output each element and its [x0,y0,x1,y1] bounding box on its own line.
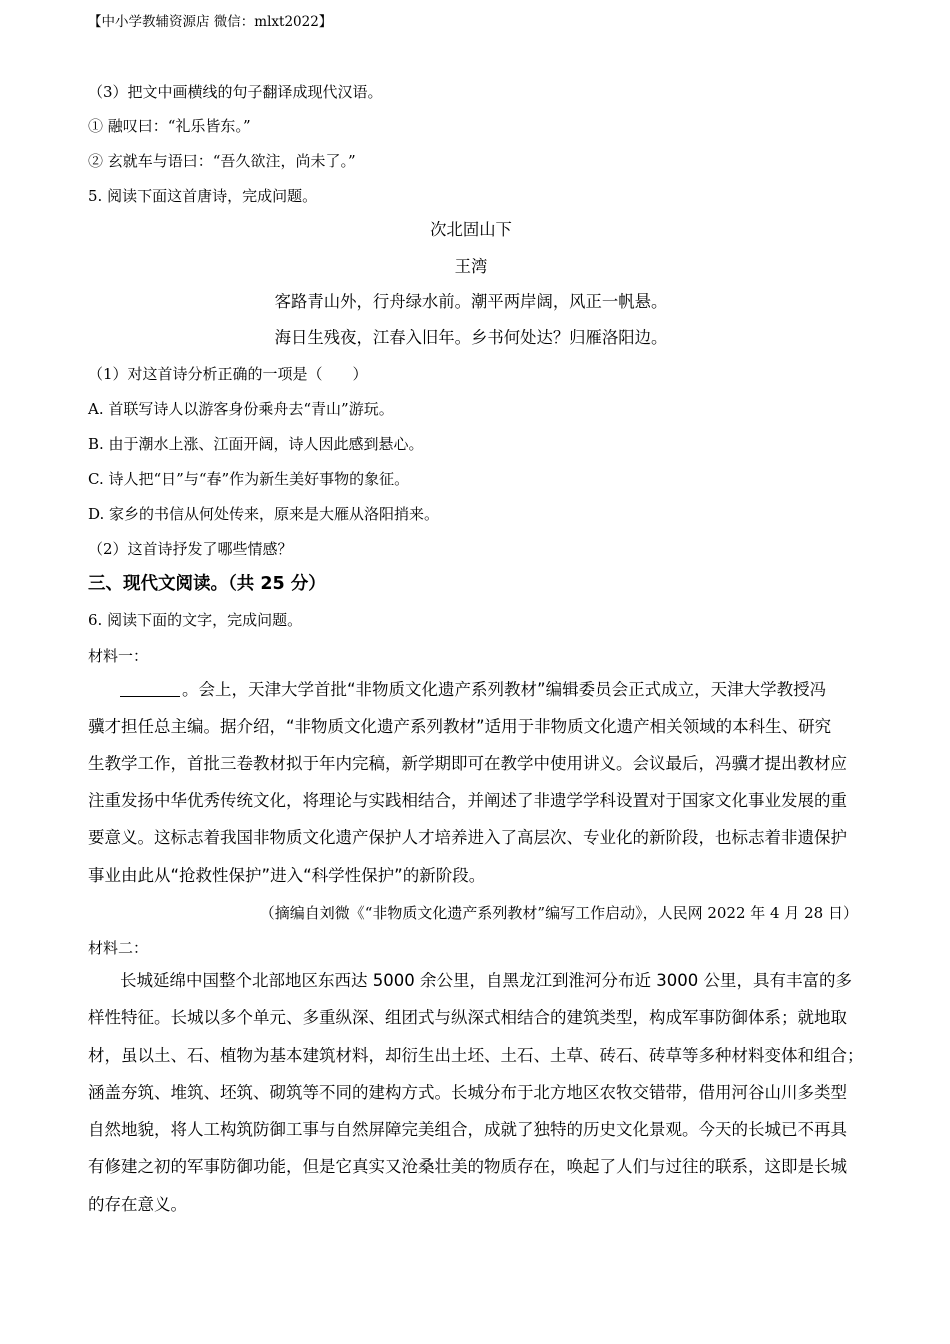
material-2-line-1: 长城延绵中国整个北部地区东西达 5000 余公里，自黑龙江到淮河分布近 3000 公里，具有丰富的多 [120,971,852,990]
material-1-source: （摘编自刘微《“非物质文化遗产系列教材”编写工作启动》，人民网 2022 年 4 月 28 日） [259,904,858,922]
poem-title: 次北固山下 [430,220,512,239]
q4-sentence-2: ② 玄就车与语曰：“吾久欲注，尚未了。” [88,152,356,170]
material-2-line-4: 涵盖夯筑、堆筑、坯筑、砌筑等不同的建构方式。长城分布于北方地区农牧交错带，借用河谷山川多类型 [88,1083,847,1102]
material-1-line-6: 事业由此从“抢救性保护”进入“科学性保护”的新阶段。 [88,866,486,885]
material-1-line-5: 要意义。这标志着我国非物质文化遗产保护人才培养进入了高层次、专业化的新阶段，也标志着非遗保护 [88,828,847,847]
material-2-line-3: 材，虽以土、石、植物为基本建筑材料，却衍生出土坯、土石、土草、砖石、砖草等多种材料变体和组合； [88,1046,864,1065]
poem-line-1: 客路青山外，行舟绿水前。潮平两岸阔，风正一帆悬。 [274,292,668,311]
q5-option-c: C. 诗人把“日”与“春”作为新生美好事物的象征。 [88,470,410,488]
q4-part3-prompt: （3）把文中画横线的句子翻译成现代汉语。 [88,83,383,101]
q6-stem: 6. 阅读下面的文字，完成问题。 [88,611,303,629]
material-2-label: 材料二： [88,939,149,957]
q5-option-d: D. 家乡的书信从何处传来，原来是大雁从洛阳捎来。 [88,505,440,523]
page-header: 【中小学教辅资源店 微信：mlxt2022】 [88,14,333,30]
material-1-line-2: 骥才担任总主编。据介绍，“非物质文化遗产系列教材”适用于非物质文化遗产相关领域的本科生、研究 [88,717,832,736]
material-1-line-1-text: 。会上，天津大学首批“非物质文化遗产系列教材”编辑委员会正式成立，天津大学教授冯 [182,680,827,699]
material-1-line-1 [120,680,826,700]
material-1-line-4: 注重发扬中华优秀传统文化，将理论与实践相结合，并阐述了非遗学学科设置对于国家文化事业发展的重 [88,791,847,810]
q5-part1-prompt: （1）对这首诗分析正确的一项是（ ） [88,365,368,383]
q5-option-a: A. 首联写诗人以游客身份乘舟去“青山”游玩。 [88,400,394,418]
material-2-line-6: 有修建之初的军事防御功能，但是它真实又沧桑壮美的物质存在，唤起了人们与过往的联系，这即是长城 [88,1157,847,1176]
material-2-line-5: 自然地貌，将人工构筑防御工事与自然屏障完美组合，成就了独特的历史文化景观。今天的长城已不再具 [88,1120,847,1139]
poem-author: 王湾 [454,257,488,276]
poem-line-2: 海日生残夜，江春入旧年。乡书何处达？归雁洛阳边。 [274,328,668,347]
material-2-line-2: 样性特征。长城以多个单元、多重纵深、组团式与纵深式相结合的建筑类型，构成军事防御体系；就地取 [88,1008,847,1027]
material-1-label: 材料一： [88,647,149,665]
fill-in-blank [120,680,180,697]
q5-part2-prompt: （2）这首诗抒发了哪些情感？ [88,540,293,558]
material-2-line-7: 的存在意义。 [88,1195,187,1214]
material-1-line-3: 生教学工作，首批三卷教材拟于年内完稿，新学期即可在教学中使用讲义。会议最后，冯骥才提出教材应 [88,754,847,773]
q4-sentence-1: ① 融叹曰：“礼乐皆东。” [88,117,251,135]
section-3-heading: 三、现代文阅读。（共 25 分） [88,574,326,594]
q5-stem: 5. 阅读下面这首唐诗，完成问题。 [88,187,318,205]
q5-option-b: B. 由于潮水上涨、江面开阔，诗人因此感到悬心。 [88,435,424,453]
